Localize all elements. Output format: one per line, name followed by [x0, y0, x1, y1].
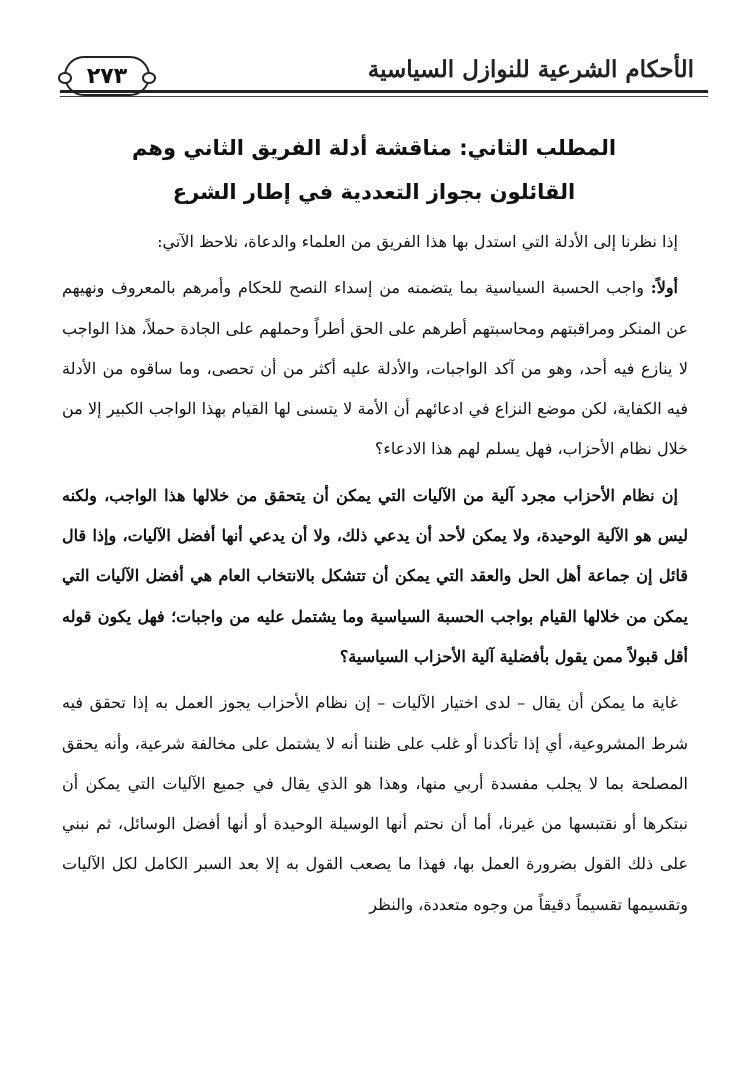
- body-text: [62, 222, 688, 931]
- section-heading-line-1: المطلب الثاني: مناقشة أدلة الفريق الثاني وهم: [131, 136, 617, 160]
- paragraph-third: غاية ما يمكن أن يقال – لدى اختيار الآليات – إن نظام الأحزاب يجوز العمل به إذا تحقق فيه شرط المشروعية، أي إذا تأكدنا أو غلب على ظننا أنه لا يشتمل على مخالفة شرعية، وأنه يحقق المصلحة بما لا يجلب مفسدة أربي منها، وهذا هو الذي يقال في جميع الآليات التي يمكن أن نبتكرها أو نقتبسها من غيرنا، أما أن نحتم أنها الوسيلة الوحيدة أو أنها أفضل الوسائل، ثم نبني على ذلك القول بضرورة العمل بها، فهذا ما يصعب القول به إلا بعد السبر الكامل لكل الآليات وتقسيمها تقسيماً دقيقاً من وجوه متعددة، والنظر: [62, 693, 688, 914]
- section-heading: [60, 126, 688, 214]
- paragraph-first-text: واجب الحسبة السياسية بما يتضمنه من إسداء النصح للحكام وأمرهم بالمعروف ونهيهم عن المنكر ومراقبتهم ومحاسبتهم أطرهم على الحق أطراً وحملهم على الجادة حملاً، هذا الواجب لا ينازع فيه أحد، وهو من آكد الواجبات، والأدلة عليه أكثر من أن تحصى، وما ساقوه من الأدلة فيه الكفاية، لكن موضع النزاع في ادعائهم أن الأمة لا يتسنى لها القيام بهذا الواجب الكبير إلا من خلال نظام الأحزاب، فهل يسلم لهم هذا الادعاء؟: [62, 278, 688, 459]
- paragraph-first-label: أولاً:: [650, 278, 678, 298]
- paragraph-second: إن نظام الأحزاب مجرد آلية من الآليات التي يمكن أن يتحقق من خلالها هذا الواجب، ولكنه ليس هو الآلية الوحيدة، ولا يمكن لأحد أن يدعي ذلك، ولا أن يدعي أنها أفضل الآليات، وإذا قال قائل إن جماعة أهل الحل والعقد التي يمكن أن تتشكل بالانتخاب العام هي أفضل الآليات التي يمكن من خلالها القيام بواجب الحسبة السياسية وما يشتمل عليه من واجبات؛ فهل يكون قوله أقل قبولاً ممن يقول بأفضلية آلية الأحزاب السياسية؟: [62, 485, 688, 666]
- header-rule-thin: [60, 96, 708, 97]
- page-header: [60, 52, 708, 104]
- page-number: ٢٧٣: [64, 56, 150, 96]
- paragraph-intro: إذا نظرنا إلى الأدلة التي استدل بها هذا الفريق من العلماء والدعاة، نلاحظ الآتي:: [157, 232, 678, 251]
- header-rule: [60, 90, 708, 93]
- paragraph-first: [62, 268, 688, 469]
- running-title: الأحكام الشرعية للنوازل السياسية: [367, 56, 694, 83]
- section-heading-line-2: القائلون بجواز التعددية في إطار الشرع: [172, 180, 576, 204]
